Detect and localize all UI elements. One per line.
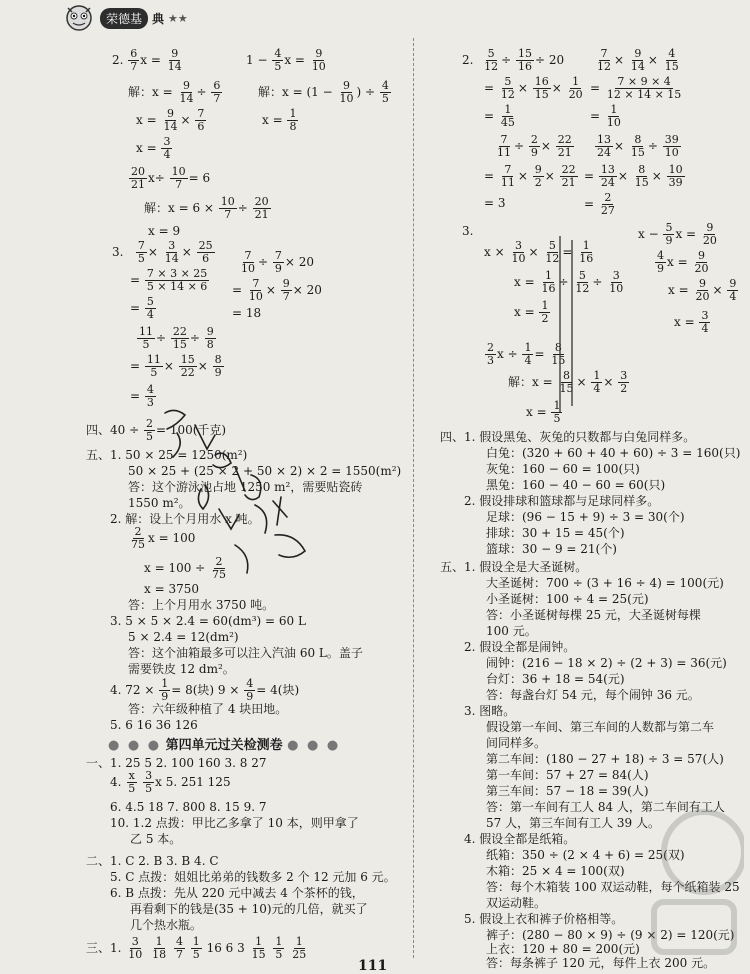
r-s5-l11: 假设第一车间、第三车间的人数都与第二车 — [486, 720, 715, 734]
r-s4-l5: 2. 假设排球和篮球都与足球同样多。 — [464, 494, 660, 508]
r-s5-l1: 五、1. 假设全是大圣诞树。 — [440, 560, 588, 574]
sec2-l3: 6. B 点拨：先从 220 元中减去 4 个茶杯的钱， — [110, 886, 364, 900]
mascot-icon — [60, 2, 98, 34]
r-q3-h: $\frac{2}{3}$ x ÷ $\frac{1}{4}$ = $\frac{8}{15}$ — [487, 341, 566, 367]
sec3-line: 三、1. $\frac{3}{10}$ $\frac{1}{18}$ $\frac{4}{7}$ $\frac{1}{5}$ 16 6 3 $\frac{1}{15}$ $\frac{1}{5}$ $\frac{1}{25}$ — [86, 935, 307, 961]
r-s4-l1: 四、1. 假设黑兔、灰兔的只数都与白兔同样多。 — [440, 430, 696, 444]
sec1-l4: 10. 1.2 点拨：甲比乙多拿了 10 本，则甲拿了 — [110, 816, 359, 830]
q2-line: x = $\frac{9}{14}$ × $\frac{7}{6}$ — [136, 107, 205, 133]
r-s5-l20: 木箱：25 × 4 = 100(双) — [486, 864, 625, 878]
r-s5-l13: 第二车间：(180 − 27 + 18) ÷ 3 = 57(人) — [486, 752, 724, 766]
s5-ans3: 答：这个油箱最多可以注入汽油 60 L。盖子 — [128, 646, 363, 660]
q2-sol1: 解：x = $\frac{9}{14}$ ÷ $\frac{6}{7}$ — [128, 79, 221, 105]
q2-jie: 解：x = 6 × $\frac{10}{7}$ ÷ $\frac{20}{21}$ — [144, 195, 269, 221]
sec2-l2: 5. C 点拨：姐姐比弟弟的钱数多 2 个 12 元加 6 元。 — [110, 870, 396, 884]
r-q2-g: $\frac{7}{11}$ ÷ $\frac{2}{9}$ × $\frac{22}{21}$ — [497, 133, 572, 159]
sec1-l5: 乙 5 本。 — [130, 832, 182, 846]
r-s5-l18: 4. 假设全都是纸箱。 — [464, 832, 576, 846]
r-s5-l14: 第一车间：57 + 27 = 84(人) — [486, 768, 649, 782]
page-header — [60, 2, 188, 34]
r-q3-b: x × $\frac{3}{10}$ × $\frac{5}{12}$ = $\frac{1}{16}$ — [484, 239, 594, 265]
s5-p3-l2: 5 × 2.4 = 12(dm²) — [128, 630, 239, 644]
r-s5-l10: 3. 图略。 — [464, 704, 516, 718]
r-s5-l24: 裤子：(280 − 80 × 9) ÷ (9 × 2) = 120(元) — [486, 928, 735, 942]
sec2-l5: 几个热水瓶。 — [130, 918, 203, 932]
s5-p2-eq: $\frac{2}{75}$ x = 100 — [131, 525, 196, 551]
r-q2-l: = $\frac{2}{27}$ — [584, 191, 615, 217]
q2-x9: x = 9 — [148, 224, 181, 238]
r-q2-a: 2. $\frac{5}{12}$ ÷ $\frac{15}{16}$ ÷ 20 — [462, 47, 565, 73]
r-s4-l2: 白兔：(320 + 60 + 40 + 60) ÷ 3 = 160(只) — [486, 446, 741, 460]
r-s5-l25: 上衣：120 + 80 = 200(元) — [486, 942, 640, 956]
r-q2-k: = 3 — [484, 196, 506, 210]
r-q3-c: $\frac{4}{9}$ x = $\frac{9}{20}$ — [657, 249, 709, 275]
brand-suffix: 典 — [152, 11, 165, 26]
r-s5-l4: 答：小圣诞树每棵 25 元，大圣诞树每棵 — [486, 608, 701, 622]
r-s5-l8: 台灯：36 + 18 = 54(元) — [486, 672, 625, 686]
r-q2-b: $\frac{7}{12}$ × $\frac{9}{14}$ × $\frac{4}{15}$ — [597, 47, 679, 73]
q3-d: = $\frac{7}{10}$ × $\frac{9}{7}$ × 20 — [232, 277, 322, 303]
q3-b: $\frac{7}{10}$ ÷ $\frac{7}{9}$ × 20 — [241, 249, 315, 275]
q2-line-r: x = $\frac{1}{8}$ — [262, 107, 297, 133]
r-q2-e: = $\frac{1}{45}$ — [484, 103, 515, 129]
q2-x34: x = $\frac{3}{4}$ — [136, 135, 171, 161]
r-q3-g: x = $\frac{3}{4}$ — [674, 309, 709, 335]
pen-marks — [552, 236, 582, 416]
sec2-l1: 二、1. C 2. B 3. B 4. C — [86, 854, 219, 868]
s5-ans1: 答：这个游泳池占地 1250 m²，需要贴瓷砖 — [128, 480, 363, 494]
r-s4-l8: 篮球：30 − 9 = 21(个) — [486, 542, 617, 556]
r-q3-a: x − $\frac{5}{9}$ x = $\frac{9}{20}$ — [638, 221, 717, 247]
s5-ans2: 答：上个月用水 3750 吨。 — [128, 598, 275, 612]
s5-ans4: 答：六年级种植了 4 块田地。 — [128, 702, 288, 716]
q3-18: = 18 — [232, 306, 262, 320]
r-s5-l23: 5. 假设上衣和裤子价格相等。 — [464, 912, 624, 926]
r-s4-l6: 足球：(96 − 15 + 9) ÷ 3 = 30(个) — [486, 510, 685, 524]
r-s5-l17: 57 人，第三车间有工人 39 人。 — [486, 816, 660, 830]
r-q3-e: x = $\frac{9}{20}$ × $\frac{9}{4}$ — [668, 277, 737, 303]
q3-h: = $\frac{4}{3}$ — [130, 383, 154, 409]
s5-l1: 五、1. 50 × 25 = 1250(m²) — [86, 448, 248, 462]
r-s4-l7: 排球：30 + 15 = 45(个) — [486, 526, 625, 540]
r-s5-l19: 纸箱：350 ÷ (2 × 4 + 6) = 25(双) — [486, 848, 685, 862]
r-q2-h: $\frac{13}{24}$ × $\frac{8}{15}$ ÷ $\frac{39}{10}$ — [597, 133, 679, 159]
s5-p2-eq2: x = 100 ÷ $\frac{2}{75}$ — [144, 555, 227, 581]
s5-l2: 50 × 25 + (25 × 2 + 50 × 2) × 2 = 1550(m²) — [128, 464, 402, 478]
r-q3-d: x = $\frac{1}{16}$ ÷ $\frac{5}{12}$ ÷ $\frac{3}{10}$ — [514, 269, 624, 295]
s4-line: 四、40 ÷ $\frac{2}{5}$ = 100(千克) — [86, 417, 227, 443]
q3-g: = $\frac{11}{5}$ × $\frac{15}{22}$ × $\frac{8}{9}$ — [130, 353, 222, 379]
q2-sol2: 解：x = (1 − $\frac{9}{10}$ ) ÷ $\frac{4}{5}$ — [258, 79, 389, 105]
r-s5-l3: 小圣诞树：100 ÷ 4 = 25(元) — [486, 592, 649, 606]
r-s5-l22: 双运动鞋。 — [486, 896, 547, 910]
page-number: 111 — [358, 958, 388, 974]
q2-equations: 2. $\frac{6}{7}$ x = $\frac{9}{14}$ — [112, 47, 182, 73]
r-s5-l12: 间同样多。 — [486, 736, 547, 750]
r-q2-i: = $\frac{7}{11}$ × $\frac{9}{2}$ × $\frac{22}{21}$ — [484, 163, 576, 189]
s5-p5: 5. 6 16 36 126 — [110, 718, 198, 732]
r-q3-f: x = $\frac{1}{2}$ — [514, 299, 549, 325]
r-q3-j: x = $\frac{1}{5}$ — [526, 399, 561, 425]
column-divider — [413, 38, 414, 958]
r-q3-num: 3. — [462, 224, 474, 238]
r-s5-l5: 100 元。 — [486, 624, 537, 638]
sec1-l2: 4. $\frac{x}{5}$ $\frac{3}{5}$ x 5. 251 125 — [110, 769, 231, 795]
r-q2-c: = $\frac{5}{12}$ × $\frac{16}{15}$ × $\frac{1}{20}$ — [484, 75, 583, 101]
q3-f: $\frac{11}{5}$ ÷ $\frac{22}{15}$ ÷ $\frac{9}{8}$ — [139, 325, 214, 351]
r-s5-l7: 闹钟：(216 − 18 × 2) ÷ (2 + 3) = 36(元) — [486, 656, 727, 670]
r-q3-i: 解：x = $\frac{8}{15}$ × $\frac{1}{4}$ × $\frac{3}{2}$ — [508, 369, 628, 395]
handwritten-scribble — [155, 405, 320, 580]
q3-e: = $\frac{5}{4}$ — [130, 295, 154, 321]
q2-eq2: 1 − $\frac{4}{5}$ x = $\frac{9}{10}$ — [246, 47, 326, 73]
r-s4-l4: 黑兔：160 − 40 − 60 = 60(只) — [486, 478, 666, 492]
r-q2-j: = $\frac{13}{24}$ × $\frac{8}{15}$ × $\frac{10}{39}$ — [584, 163, 683, 189]
q3-c: = $\frac{7 \times 3 \times 25}{5 \times 14 \times 6}$ — [130, 267, 208, 293]
s5-ans3b: 需要铁皮 12 dm²。 — [128, 662, 235, 676]
brand-badge: 荣德基 — [100, 8, 148, 29]
s5-p4: 4. 72 × $\frac{1}{9}$ = 8(块) 9 × $\frac{4}{9}$ = 4(块) — [110, 677, 300, 703]
star-icon: ★★ — [168, 11, 188, 25]
s5-p3: 3. 5 × 5 × 2.4 = 60(dm³) = 60 L — [110, 614, 306, 628]
s5-x3750: x = 3750 — [144, 582, 199, 596]
r-q2-d: = $\frac{7 \times 9 \times 4}{12 \times 14 \times 15}$ — [590, 75, 682, 101]
sec1-l3: 6. 4.5 18 7. 800 8. 15 9. 7 — [110, 800, 267, 814]
r-s5-l15: 第三车间：57 − 18 = 39(人) — [486, 784, 649, 798]
unit-title: ● ● ● 第四单元过关检测卷 ● ● ● — [108, 738, 341, 753]
r-s4-l3: 灰兔：160 − 60 = 100(只) — [486, 462, 640, 476]
r-s5-l21: 答：每个木箱装 100 双运动鞋，每个纸箱装 25 — [486, 880, 740, 894]
s5-ans1b: 1550 m²。 — [128, 496, 191, 510]
q3-a: 3. $\frac{7}{5}$ × $\frac{3}{14}$ × $\frac{25}{6}$ — [112, 239, 213, 265]
q2-line-a: $\frac{20}{21}$ x÷ $\frac{10}{7}$ = 6 — [131, 165, 211, 191]
watermark-logo — [634, 772, 744, 972]
r-s5-l2: 大圣诞树：700 ÷ (3 + 16 ÷ 4) = 100(元) — [486, 576, 724, 590]
s5-p2: 2. 解：设上个月用水 x 吨。 — [110, 512, 260, 526]
r-s5-l16: 答：第一车间有工人 84 人，第二车间有工人 — [486, 800, 725, 814]
r-q2-f: = $\frac{1}{10}$ — [590, 103, 621, 129]
r-s5-l9: 答：每盏台灯 54 元，每个闹钟 36 元。 — [486, 688, 700, 702]
r-s5-l26: 答：每条裤子 120 元，每件上衣 200 元。 — [486, 956, 716, 970]
sec1-l1: 一、1. 25 5 2. 100 160 3. 8 27 — [86, 756, 267, 770]
sec2-l4: 再看剩下的钱是(35 + 10)元的几倍，就买了 — [130, 902, 368, 916]
r-s5-l6: 2. 假设全都是闹钟。 — [464, 640, 576, 654]
